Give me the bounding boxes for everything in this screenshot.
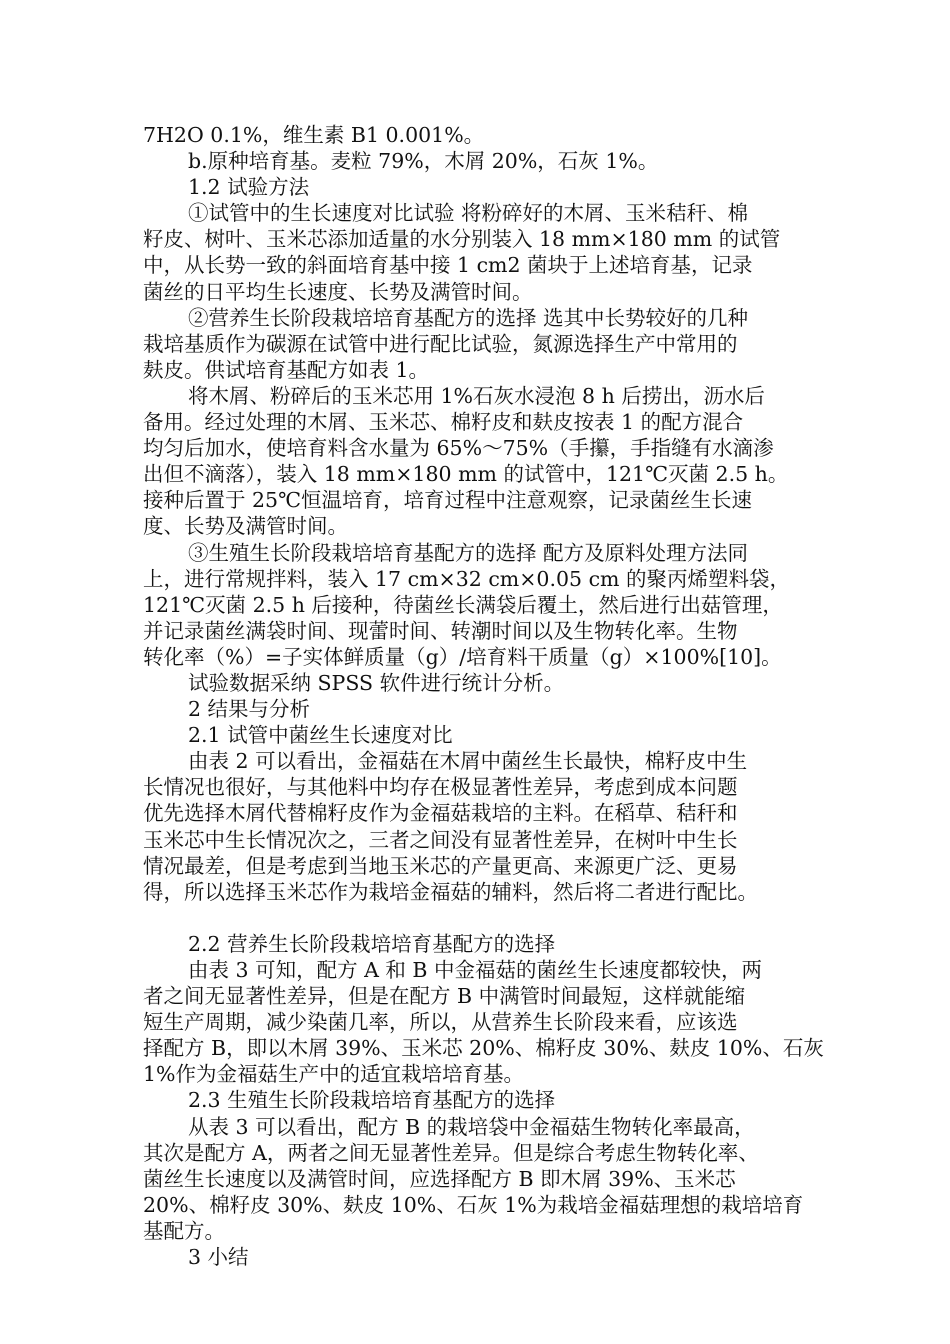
text-line: 出但不滴落），装入 18 mm×180 mm 的试管中，121℃灭菌 2.5 h。	[143, 462, 789, 487]
text-line: 转化率（%）=子实体鲜质量（g）/培育料干质量（g）×100%[10]。	[143, 644, 782, 669]
text-line: 3 小结	[188, 1245, 249, 1270]
text-line: 优先选择木屑代替棉籽皮作为金福菇栽培的主料。在稻草、秸秆和	[143, 801, 738, 826]
text-line: 基配方。	[143, 1218, 225, 1243]
text-line: 菌丝的日平均生长速度、长势及满管时间。	[143, 279, 533, 304]
text-line: b.原种培育基。麦粒 79%，木屑 20%，石灰 1%。	[188, 149, 659, 174]
text-line: 1%作为金福菇生产中的适宜栽培培育基。	[143, 1062, 525, 1087]
text-line: 度、长势及满管时间。	[143, 514, 348, 539]
text-line: 2 结果与分析	[188, 697, 311, 722]
text-line: 栽培基质作为碳源在试管中进行配比试验，氮源选择生产中常用的	[143, 331, 738, 356]
text-line: 将木屑、粉碎后的玉米芯用 1%石灰水浸泡 8 h 后捞出，沥水后	[188, 383, 765, 408]
text-line: 籽皮、树叶、玉米芯添加适量的水分别装入 18 mm×180 mm 的试管	[143, 227, 781, 252]
text-line: 者之间无显著性差异，但是在配方 B 中满管时间最短，这样就能缩	[143, 984, 746, 1009]
text-line: 得，所以选择玉米芯作为栽培金福菇的辅料，然后将二者进行配比。	[143, 879, 758, 904]
document-page	[143, 122, 824, 1270]
text-line: ③生殖生长阶段栽培培育基配方的选择 配方及原料处理方法同	[188, 540, 749, 565]
text-line: 试验数据采纳 SPSS 软件进行统计分析。	[188, 670, 565, 695]
text-line: 备用。经过处理的木屑、玉米芯、棉籽皮和麸皮按表 1 的配方混合	[143, 410, 744, 435]
text-line: 2.1 试管中菌丝生长速度对比	[188, 723, 453, 748]
text-line: 玉米芯中生长情况次之，三者之间没有显著性差异，在树叶中生长	[143, 827, 738, 852]
text-line: 长情况也很好，与其他料中均存在极显著性差异，考虑到成本问题	[143, 775, 738, 800]
blank-line	[143, 905, 815, 931]
text-line: 2.3 生殖生长阶段栽培培育基配方的选择	[188, 1088, 556, 1113]
text-line: 其次是配方 A，两者之间无显著性差异。但是综合考虑生物转化率、	[143, 1140, 759, 1165]
text-line: 并记录菌丝满袋时间、现蕾时间、转潮时间以及生物转化率。生物	[143, 618, 738, 643]
text-line: 接种后置于 25℃恒温培育，培育过程中注意观察，记录菌丝生长速	[143, 488, 753, 513]
text-line: 上，进行常规拌料，装入 17 cm×32 cm×0.05 cm 的聚丙烯塑料袋，	[143, 566, 791, 591]
text-line: 麸皮。供试培育基配方如表 1。	[143, 357, 430, 382]
text-line: 121℃灭菌 2.5 h 后接种，待菌丝长满袋后覆土，然后进行出菇管理，	[143, 592, 783, 617]
text-line: ②营养生长阶段栽培培育基配方的选择 选其中长势较好的几种	[188, 305, 749, 330]
text-line: 1.2 试验方法	[188, 175, 310, 200]
text-line: ①试管中的生长速度对比试验 将粉碎好的木屑、玉米秸秆、棉	[188, 201, 749, 226]
text-line: 情况最差，但是考虑到当地玉米芯的产量更高、来源更广泛、更易	[143, 853, 738, 878]
text-line: 择配方 B，即以木屑 39%、玉米芯 20%、棉籽皮 30%、麸皮 10%、石灰	[143, 1036, 824, 1061]
text-line: 由表 2 可以看出，金福菇在木屑中菌丝生长最快，棉籽皮中生	[188, 749, 748, 774]
text-line: 20%、棉籽皮 30%、麸皮 10%、石灰 1%为栽培金福菇理想的栽培培育	[143, 1192, 804, 1217]
text-line: 中，从长势一致的斜面培育基中接 1 cm2 菌块于上述培育基，记录	[143, 253, 753, 278]
text-line: 均匀后加水，使培育料含水量为 65%～75%（手攥，手指缝有水滴渗	[143, 436, 774, 461]
text-line: 2.2 营养生长阶段栽培培育基配方的选择	[188, 931, 556, 956]
text-line: 菌丝生长速度以及满管时间，应选择配方 B 即木屑 39%、玉米芯	[143, 1166, 736, 1191]
text-line: 短生产周期，减少染菌几率，所以，从营养生长阶段来看，应该选	[143, 1010, 738, 1035]
text-line: 由表 3 可知，配方 A 和 B 中金福菇的菌丝生长速度都较快，两	[188, 958, 763, 982]
text-line: 7H2O 0.1%，维生素 B1 0.001%。	[143, 123, 485, 147]
text-line: 从表 3 可以看出，配方 B 的栽培袋中金福菇生物转化率最高，	[188, 1114, 755, 1139]
